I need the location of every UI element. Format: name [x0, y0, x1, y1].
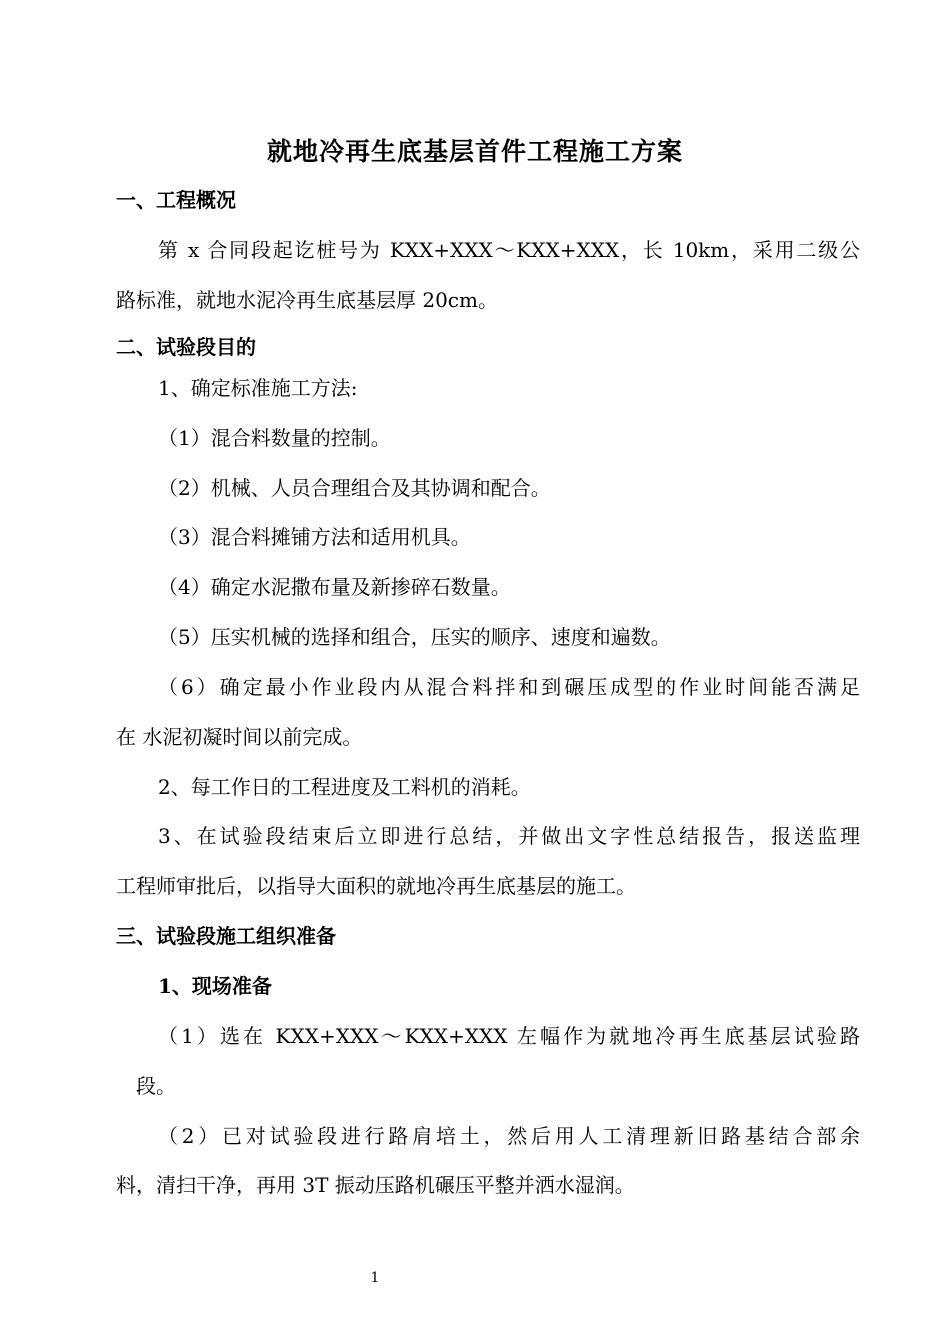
paragraph-line: 段。: [136, 1074, 176, 1098]
list-item: （4）确定水泥撒布量及新掺碎石数量。: [158, 575, 511, 599]
paragraph-line: 在 水泥初凝时间以前完成。: [116, 725, 363, 749]
paragraph-line: 料，清扫干净，再用 3T 振动压路机碾压平整并洒水湿润。: [116, 1173, 635, 1197]
paragraph-line: 工程师审批后，以指导大面积的就地冷再生底基层的施工。: [116, 874, 636, 898]
paragraph-line: 第 x 合同段起讫桩号为 KXX+XXX～KXX+XXX，长 10km，采用二级公: [158, 238, 860, 262]
subsection-heading: 1、现场准备: [158, 974, 272, 998]
paragraph-line: 路标准，就地水泥冷再生底基层厚 20cm。: [116, 288, 498, 312]
page-number: 1: [370, 1270, 380, 1286]
list-item: （5）压实机械的选择和组合，压实的顺序、速度和遍数。: [158, 625, 671, 649]
list-item: （2）已对试验段进行路肩培土，然后用人工清理新旧路基结合部余: [158, 1124, 860, 1148]
list-item: 2、每工作日的工程进度及工料机的消耗。: [158, 775, 531, 799]
list-item: （3）混合料摊铺方法和适用机具。: [158, 525, 471, 549]
list-item: （6）确定最小作业段内从混合料拌和到碾压成型的作业时间能否满足: [158, 675, 860, 699]
document-title: 就地冷再生底基层首件工程施工方案: [266, 137, 683, 166]
section-heading-2: 二、试验段目的: [116, 335, 256, 359]
list-item: 1、确定标准施工方法:: [158, 376, 358, 400]
section-heading-3: 三、试验段施工组织准备: [116, 924, 336, 948]
list-item: （1）混合料数量的控制。: [158, 426, 391, 450]
list-item: （1）选在 KXX+XXX～KXX+XXX 左幅作为就地冷再生底基层试验路: [158, 1024, 860, 1048]
section-heading-1: 一、工程概况: [116, 188, 236, 212]
list-item: 3、在试验段结束后立即进行总结，并做出文字性总结报告，报送监理: [158, 824, 860, 848]
list-item: （2）机械、人员合理组合及其协调和配合。: [158, 476, 551, 500]
